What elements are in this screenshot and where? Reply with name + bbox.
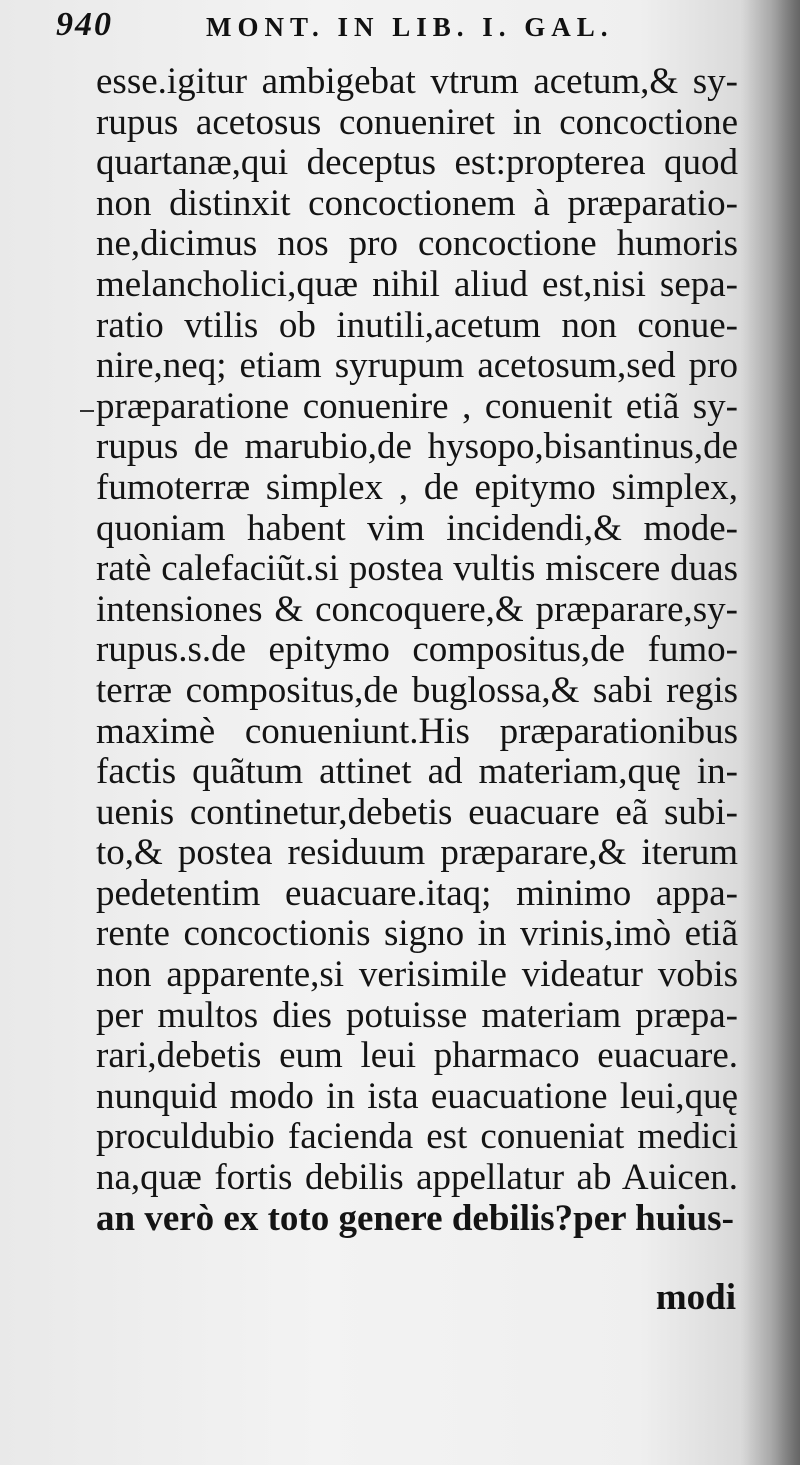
text-line: factis quãtum attinet ad materiam,quę in- <box>96 751 738 793</box>
running-head <box>56 6 676 50</box>
text-line: ratio vtilis ob inutili,acetum non conue- <box>96 304 738 346</box>
page-number: 940 <box>56 6 113 43</box>
body-text <box>96 62 738 1239</box>
catchword: modi <box>655 1277 736 1318</box>
text-line: melancholici,quæ nihil aliud est,nisi sepa- <box>96 263 738 305</box>
text-line: ne,dicimus nos pro concoctione humoris <box>96 223 738 265</box>
text-line: nunquid modo in ista euacuatione leui,quę <box>96 1075 738 1117</box>
text-line: intensiones & concoquere,& præparare,sy- <box>96 588 738 630</box>
text-line: to,& postea residuum præparare,& iterum <box>96 832 738 874</box>
text-line: nire,neq; etiam syrupum acetosum,sed pro <box>96 345 738 387</box>
text-line: pedetentim euacuare.itaq; minimo appa- <box>96 872 738 914</box>
text-line: terræ compositus,de buglossa,& sabi regis <box>96 669 738 711</box>
margin-mark <box>80 410 94 412</box>
text-line: ratè calefaciũt.si postea vultis miscere duas <box>96 548 738 590</box>
text-line: fumoterræ simplex , de epitymo simplex, <box>96 466 738 508</box>
text-line: maximè conueniunt.His præparationibus <box>96 710 738 752</box>
text-line: rupus.s.de epitymo compositus,de fumo- <box>96 629 738 671</box>
text-line: rente concoctionis signo in vrinis,imò etiã <box>96 913 738 955</box>
text-line: rupus acetosus conueniret in concoctione <box>96 101 738 143</box>
text-line: an verò ex toto genere debilis?per huius- <box>96 1197 734 1239</box>
text-line: per multos dies potuisse materiam præpa- <box>96 994 738 1036</box>
page-edge-shadow <box>740 0 800 1465</box>
text-line: non apparente,si verisimile videatur vobis <box>96 954 738 996</box>
running-title: MONT. IN LIB. I. GAL. <box>206 12 614 42</box>
text-line: proculdubio facienda est conueniat medici <box>96 1116 738 1158</box>
text-line: uenis continetur,debetis euacuare eã subi- <box>96 791 738 833</box>
text-line: quoniam habent vim incidendi,& mode- <box>96 507 738 549</box>
text-line: na,quæ fortis debilis appellatur ab Auicen. <box>96 1157 738 1199</box>
text-line: præparatione conuenire , conuenit etiã sy- <box>96 385 738 427</box>
text-line: non distinxit concoctionem à præparatio- <box>96 182 738 224</box>
text-line: quartanæ,qui deceptus est:propterea quod <box>96 142 738 184</box>
text-line: rupus de marubio,de hysopo,bisantinus,de <box>96 426 738 468</box>
text-line: rari,debetis eum leui pharmaco euacuare. <box>96 1035 738 1077</box>
text-line: esse.igitur ambigebat vtrum acetum,& sy- <box>96 61 738 102</box>
